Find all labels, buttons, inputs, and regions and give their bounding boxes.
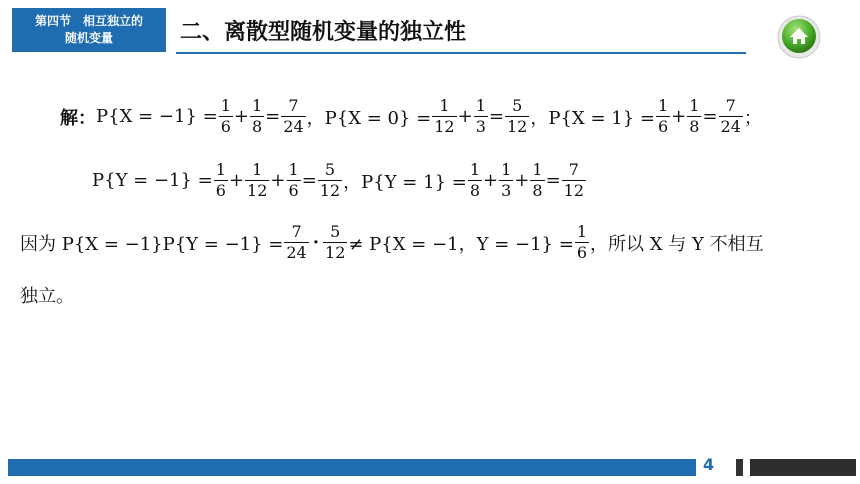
- fraction: $\frac{1}{6}$: [576, 222, 588, 262]
- fraction: $\frac{1}{6}$: [220, 96, 231, 136]
- solution-line-4: 独立。: [20, 286, 74, 307]
- section-label-line1: 第四节 相互独立的: [34, 14, 143, 28]
- conclusion-text: ，所以 X 与 Y 不相互: [590, 233, 764, 255]
- semicolon: ；: [743, 107, 762, 129]
- home-button[interactable]: [776, 14, 822, 60]
- fraction: $\frac{1}{8}$: [469, 160, 481, 200]
- expr-joint: ≠ P{X = −1，Y = −1} =: [348, 233, 574, 255]
- expr-product: 因为 P{X = −1}P{Y = −1} =: [20, 233, 284, 255]
- section-label-line2: 随机变量: [64, 31, 113, 45]
- expr-px-0: ，P{X = 0} =: [306, 107, 432, 129]
- fraction: $\frac{5}{12}$: [506, 96, 528, 136]
- fraction: $\frac{7}{24}$: [286, 222, 307, 262]
- section-badge: [12, 8, 166, 52]
- footer-dark-bar: [750, 459, 856, 476]
- solution-line-1: [60, 96, 762, 137]
- fraction: $\frac{7}{24}$: [283, 96, 304, 136]
- plus-sign: +: [457, 106, 473, 127]
- fraction: $\frac{1}{12}$: [247, 160, 268, 200]
- fraction: $\frac{5}{12}$: [319, 160, 341, 200]
- fraction: $\frac{1}{8}$: [689, 96, 700, 136]
- footer-divider: [736, 459, 743, 476]
- fraction: $\frac{1}{6}$: [215, 160, 226, 200]
- footer-bar: [8, 459, 696, 476]
- home-icon: [776, 14, 822, 60]
- fraction: $\frac{5}{12}$: [325, 222, 346, 262]
- expr-px-1: ，P{X = 1} =: [530, 107, 655, 129]
- fraction: $\frac{1}{3}$: [475, 96, 486, 136]
- plus-sign: +: [228, 170, 245, 191]
- fraction: $\frac{1}{8}$: [532, 160, 543, 200]
- equals-sign: =: [488, 106, 504, 127]
- fraction: $\frac{1}{8}$: [251, 96, 263, 136]
- page-title: 二、离散型随机变量的独立性: [180, 20, 467, 45]
- plus-sign: +: [514, 170, 530, 191]
- fraction: $\frac{1}{6}$: [657, 96, 669, 136]
- fraction: $\frac{7}{24}$: [720, 96, 741, 136]
- expr-px-neg1: P{X = −1} =: [96, 106, 218, 127]
- fraction: $\frac{7}{12}$: [563, 160, 585, 200]
- solution-line-3: [20, 222, 764, 263]
- fraction: $\frac{1}{3}$: [501, 160, 512, 200]
- title-underline: [176, 52, 746, 54]
- fraction: $\frac{1}{6}$: [288, 160, 299, 200]
- equals-sign: =: [301, 170, 317, 191]
- equals-sign: =: [702, 106, 718, 127]
- solution-line-2: [92, 160, 587, 201]
- expr-py-neg1: P{Y = −1} =: [92, 170, 213, 191]
- plus-sign: +: [233, 106, 249, 127]
- plus-sign: +: [483, 170, 499, 191]
- fraction: $\frac{1}{12}$: [434, 96, 455, 136]
- equals-sign: =: [265, 106, 281, 127]
- plus-sign: +: [270, 170, 286, 191]
- plus-sign: +: [671, 106, 687, 127]
- dot-sign: ·: [312, 232, 320, 253]
- equals-sign: =: [545, 170, 561, 191]
- page-number: 4: [703, 455, 715, 474]
- expr-py-1: ，P{Y = 1} =: [343, 171, 467, 193]
- solution-prefix: 解：: [60, 107, 96, 129]
